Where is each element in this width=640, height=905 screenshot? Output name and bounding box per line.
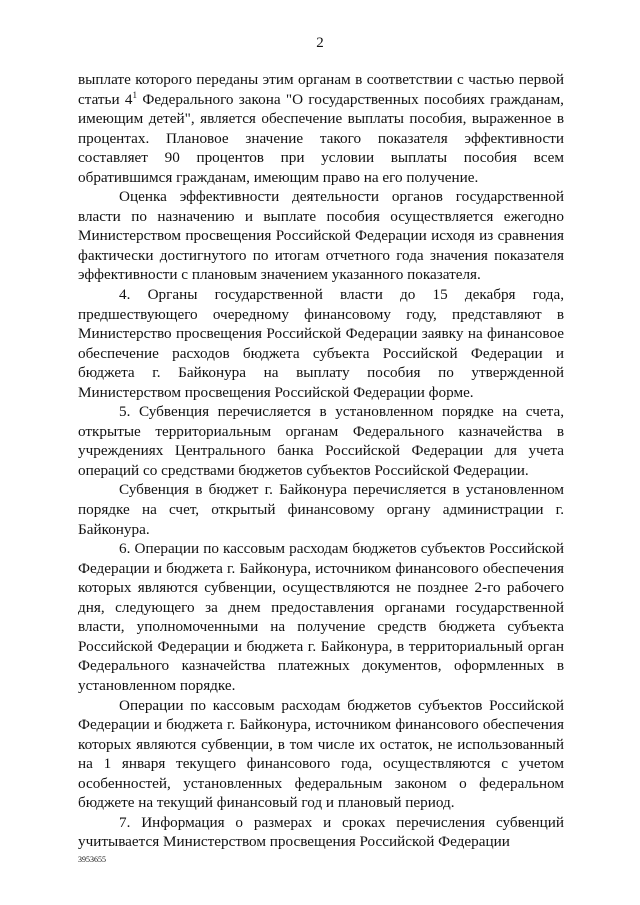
paragraph-text: Федерального закона "О государственных пособиях гражданам, имеющим детей", является обеспечение выплаты пособия, выраженное в процентах. Плановое значение такого показателя эффективности составляет 90 процентов при условии выплаты пособия всем обратившимся гражданам, имеющим право на его получение. bbox=[78, 90, 564, 186]
paragraph-3: 4. Органы государственной власти до 15 декабря года, предшествующего очередному финансовому году, представляют в Министерство просвещения Российской Федерации заявку на финансовое обеспечение расходов бюджета субъекта Российской Федерации и бюджета г. Байконура на выплату пособия по утвержденной Министерством просвещения Российской Федерации форме. bbox=[78, 286, 564, 401]
paragraph-8: 7. Информация о размерах и сроках перечисления субвенций учитывается Министерством просвещения Российской Федерации bbox=[78, 813, 564, 851]
page-number: 2 bbox=[316, 35, 324, 51]
paragraph-4: 5. Субвенция перечисляется в установленном порядке на счета, открытые территориальным органам Федерального казначейства в учреждениях Центрального банка Российской Федерации для учета операций со средствами бюджетов субъектов Российской Федерации. bbox=[78, 403, 564, 479]
paragraph-7: Операции по кассовым расходам бюджетов субъектов Российской Федерации и бюджета г. Байконура, источником финансового обеспечения которых являются субвенции, в том числе их остаток, не использованный на 1 января текущего финансового года, осуществляются с учетом особенностей, установленных федеральным законом о федеральном бюджете на текущий финансовый год и плановый период. bbox=[78, 696, 564, 812]
paragraph-6: 6. Операции по кассовым расходам бюджетов субъектов Российской Федерации и бюджета г. Байконура, источником финансового обеспечения которых являются субвенции, осуществляются не позднее 2-го рабочего дня, следующего за днем предоставления органами государственной власти, уполномоченными на получение средств бюджета субъекта Российской Федерации и бюджета г. Байконура, в территориальный орган Федерального казначейства платежных документов, оформленных в установленном порядке. bbox=[78, 540, 564, 694]
paragraph-2: Оценка эффективности деятельности органов государственной власти по назначению и выплате пособия осуществляется ежегодно Министерством просвещения Российской Федерации исходя из сравнения фактически достигнутого по итогам отчетного года значения показателя эффективности с плановым значением указанного показателя. bbox=[78, 188, 564, 284]
paragraph-1 bbox=[78, 70, 564, 187]
document-body bbox=[78, 70, 564, 852]
document-id: 3953655 bbox=[78, 855, 106, 864]
footnote-superscript: 1 bbox=[132, 89, 138, 100]
paragraph-text: выплате которого переданы этим органам в соответствии с частью первой статьи 4 bbox=[78, 71, 564, 108]
paragraph-5: Субвенция в бюджет г. Байконура перечисляется в установленном порядке на счет, открытый финансовому органу администрации г. Байконура. bbox=[78, 481, 564, 538]
